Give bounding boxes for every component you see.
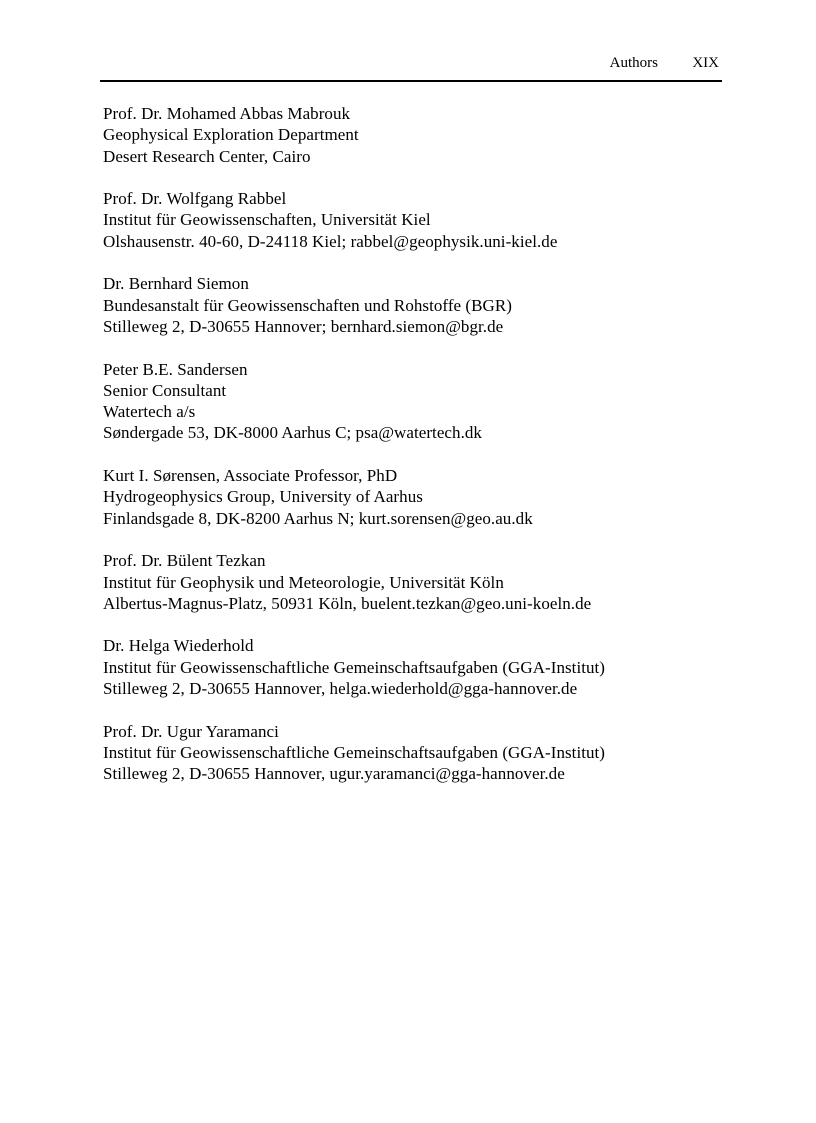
author-name: Peter B.E. Sandersen — [103, 359, 248, 379]
author-entry-mabrouk — [103, 103, 743, 167]
author-list — [103, 103, 743, 806]
author-affiliation: Institut für Geowissenschaften, Universität Kiel — [103, 210, 431, 230]
author-position: Senior Consultant — [103, 380, 227, 400]
author-address: Finlandsgade 8, DK-8200 Aarhus N; kurt.sorensen@geo.au.dk — [103, 508, 533, 528]
header-rule — [100, 80, 722, 82]
author-address: Stilleweg 2, D-30655 Hannover; bernhard.siemon@bgr.de — [103, 316, 504, 336]
author-affiliation: Bundesanstalt für Geowissenschaften und Rohstoffe (BGR) — [103, 295, 512, 315]
author-name: Prof. Dr. Bülent Tezkan — [103, 551, 266, 571]
author-address: Stilleweg 2, D-30655 Hannover, helga.wiederhold@gga-hannover.de — [103, 679, 578, 699]
author-name: Prof. Dr. Mohamed Abbas Mabrouk — [103, 104, 351, 123]
author-affiliation: Geophysical Exploration Department — [103, 125, 359, 145]
author-entry-rabbel — [103, 188, 743, 252]
author-affiliation: Institut für Geophysik und Meteorologie, Universität Köln — [103, 572, 504, 592]
author-address: Søndergade 53, DK-8000 Aarhus C; psa@watertech.dk — [103, 423, 482, 443]
author-name: Dr. Helga Wiederhold — [103, 636, 254, 656]
running-header — [100, 54, 722, 72]
author-address: Albertus-Magnus-Platz, 50931 Köln, buelent.tezkan@geo.uni-koeln.de — [103, 593, 592, 613]
author-name: Kurt I. Sørensen, Associate Professor, PhD — [103, 466, 398, 486]
author-entry-tezkan — [103, 550, 743, 614]
author-entry-siemon — [103, 273, 743, 337]
author-affiliation: Institut für Geowissenschaftliche Gemeinschaftsaufgaben (GGA-Institut) — [103, 742, 606, 762]
author-entry-sorensen — [103, 465, 743, 529]
author-address: Stilleweg 2, D-30655 Hannover, ugur.yaramanci@gga-hannover.de — [103, 764, 565, 784]
author-entry-wiederhold — [103, 635, 743, 699]
author-affiliation: Institut für Geowissenschaftliche Gemeinschaftsaufgaben (GGA-Institut) — [103, 657, 606, 677]
author-address: Desert Research Center, Cairo — [103, 146, 311, 166]
page-number: XIX — [692, 55, 719, 71]
author-name: Prof. Dr. Wolfgang Rabbel — [103, 189, 287, 209]
author-name: Dr. Bernhard Siemon — [103, 274, 249, 294]
author-entry-sandersen — [103, 359, 743, 444]
author-address: Olshausenstr. 40-60, D-24118 Kiel; rabbel@geophysik.uni-kiel.de — [103, 231, 558, 251]
author-name: Prof. Dr. Ugur Yaramanci — [103, 721, 279, 741]
author-affiliation: Hydrogeophysics Group, University of Aarhus — [103, 487, 423, 507]
running-title: Authors — [609, 55, 658, 71]
author-entry-yaramanci — [103, 721, 743, 785]
author-affiliation: Watertech a/s — [103, 402, 196, 422]
